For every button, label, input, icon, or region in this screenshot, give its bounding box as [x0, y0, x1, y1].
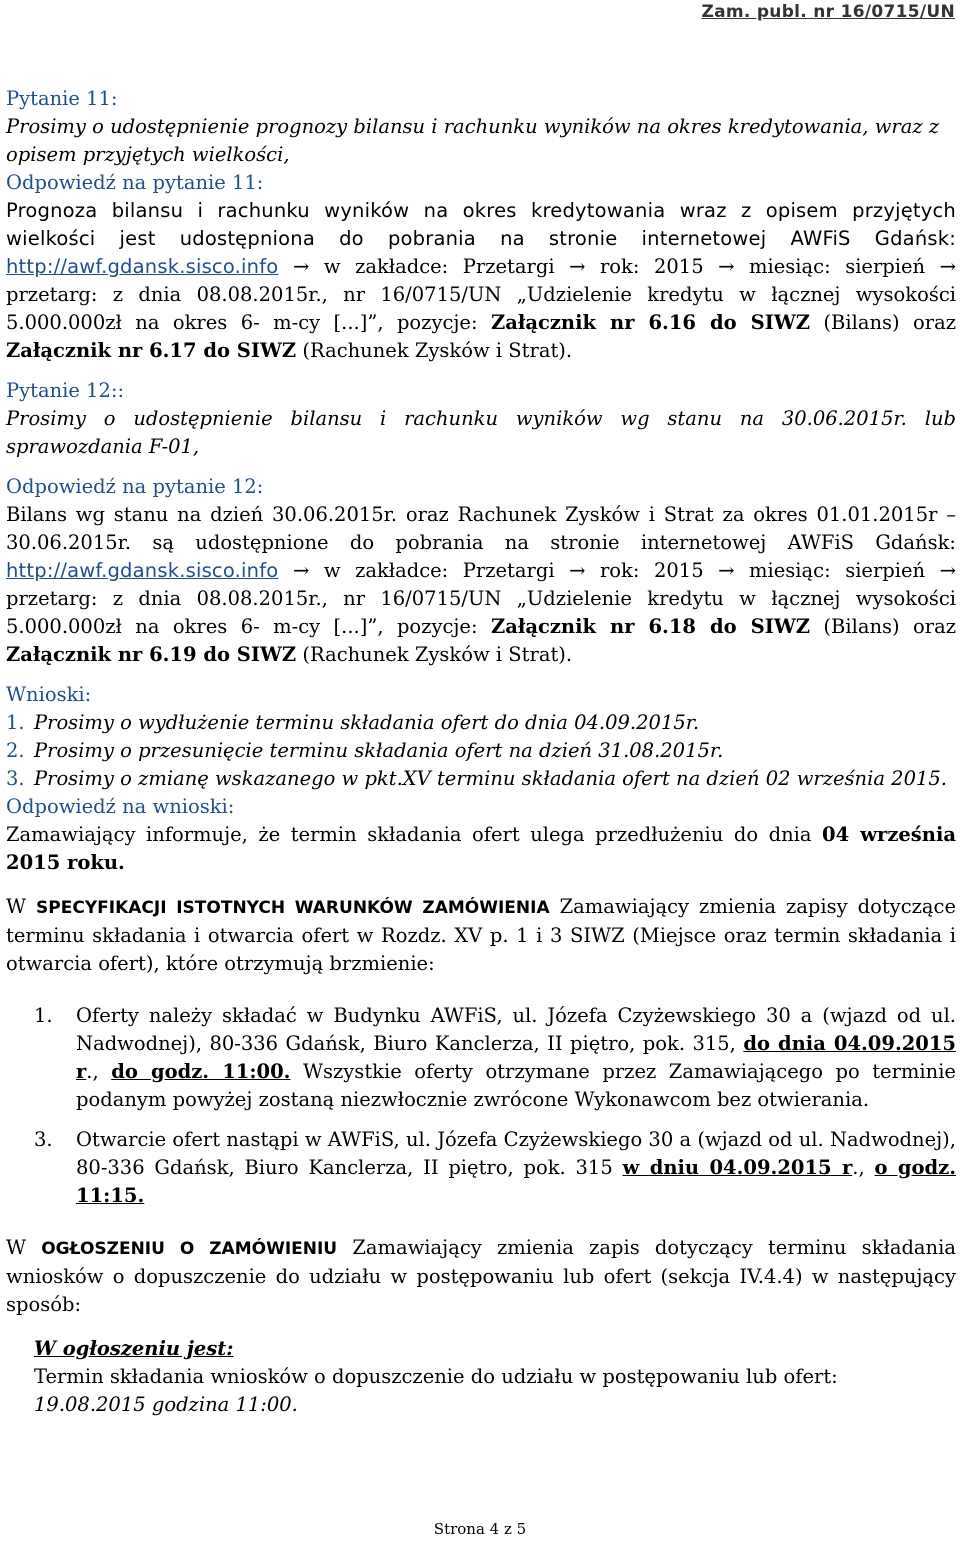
list-item: 3. Prosimy o zmianę wskazanego w pkt.XV terminu składania ofert na dzień 02 września 2015. [6, 767, 947, 790]
list-item: 3. Otwarcie ofert nastąpi w AWFiS, ul. Józefa Czyżewskiego 30 a (wjazd od ul. Nadwodnej), 80-336 Gdańsk, Biuro Kanclerza, II piętro, pok. 315 w dniu 04.09.2015 r., o godz. 11:15. [34, 1128, 957, 1207]
question-12-text: Prosimy o udostępnienie bilansu i rachunku wyników wg stanu na 30.06.2015r. lub sprawozdania F-01, [6, 407, 956, 458]
requests-answer-title: Odpowiedź na wnioski: [6, 795, 235, 818]
ogloszenie-current [6, 1335, 956, 1419]
document-body [6, 85, 956, 1419]
siwz-points-list [6, 1002, 956, 1210]
answer-12-title: Odpowiedź na pytanie 12: [6, 475, 264, 498]
list-item: 1. Oferty należy składać w Budynku AWFiS, ul. Józefa Czyżewskiego 30 a (wjazd od ul. Nadwodnej), 80-336 Gdańsk, Biuro Kanclerza, II piętro, pok. 315, do dnia 04.09.2015 r., do godz. 11:00. Wszystkie oferty otrzymane przez Zamawiającego po terminie podanym powyżej zostaną niezwłocznie zwrócone Wykonawcom bez otwierania. [34, 1004, 956, 1111]
answer-11-text: Prognoza bilansu i rachunku wyników na okres kredytowania wraz z opisem przyjętych wielkości jest udostępniona do pobrania na stronie internetowej AWFiS Gdańsk: http://awf.gdansk.sisco.info → w zakładce: Przetargi → rok: 2015 → miesiąc: sierpień → przetarg: z dnia 08.08.2015r., nr 16/0715/UN „Udzielenie kredytu w łącznej wysokości 5.000.000zł na okres 6- m-cy [...]”, pozycje: Załącznik nr 6.16 do SIWZ (Bilans) oraz Załącznik nr 6.17 do SIWZ (Rachunek Zysków i Strat). [6, 199, 956, 362]
requests-list [6, 709, 956, 793]
attachment-6-17: Załącznik nr 6.17 do SIWZ [6, 339, 297, 362]
ogloszenie-subtitle: W ogłoszeniu jest: [34, 1337, 234, 1360]
requests-answer-text: Zamawiający informuje, że termin składania ofert ulega przedłużeniu do dnia 04 września 2015 roku. [6, 823, 956, 874]
answer-12-text: Bilans wg stanu na dzień 30.06.2015r. oraz Rachunek Zysków i Strat za okres 01.01.2015r – 30.06.2015r. są udostępnione do pobrania na stronie internetowej AWFiS Gdańsk: http://awf.gdansk.sisco.info → w zakładce: Przetargi → rok: 2015 → miesiąc: sierpień → przetarg: z dnia 08.08.2015r., nr 16/0715/UN „Udzielenie kredytu w łącznej wysokości 5.000.000zł na okres 6- m-cy [...]”, pozycje: Załącznik nr 6.18 do SIWZ (Bilans) oraz Załącznik nr 6.19 do SIWZ (Rachunek Zysków i Strat). [6, 503, 956, 666]
question-11-text: Prosimy o udostępnienie prognozy bilansu i rachunku wyników na okres kredytowania, wraz z opisem przyjętych wielkości, [6, 115, 940, 166]
awf-link[interactable]: http://awf.gdansk.sisco.info [6, 255, 279, 278]
siwz-change-text: W SPECYFIKACJI ISTOTNYCH WARUNKÓW ZAMÓWIENIA Zamawiający zmienia zapisy dotyczące terminu składania i otwarcia ofert w Rozdz. XV p. 1 i 3 SIWZ (Miejsce oraz termin składania i otwarcia ofert), które otrzymują brzmienie: [6, 895, 956, 975]
document-reference: Zam. publ. nr 16/0715/UN [701, 2, 955, 22]
question-11-title: Pytanie 11: [6, 87, 118, 110]
attachment-6-18: Załącznik nr 6.18 do SIWZ [490, 615, 810, 638]
ogloszenie-subtext: Termin składania wniosków o dopuszczenie do udziału w postępowaniu lub ofert: [34, 1365, 838, 1388]
page-number: Strona 4 z 5 [433, 1520, 527, 1538]
ogloszenie-change-text: W OGŁOSZENIU O ZAMÓWIENIU Zamawiający zmienia zapis dotyczący terminu składania wniosków o dopuszczenie do udziału w postępowaniu lub ofert (sekcja IV.4.4) w następujący sposób: [6, 1236, 956, 1316]
answer-11-title: Odpowiedź na pytanie 11: [6, 171, 264, 194]
list-item: 2. Prosimy o przesunięcie terminu składania ofert na dzień 31.08.2015r. [6, 739, 724, 762]
ogloszenie-date: 19.08.2015 godzina 11:00. [34, 1393, 298, 1416]
question-12-title: Pytanie 12:: [6, 379, 125, 402]
attachment-6-19: Załącznik nr 6.19 do SIWZ [6, 643, 297, 666]
requests-title: Wnioski: [6, 683, 92, 706]
awf-link[interactable]: http://awf.gdansk.sisco.info [6, 559, 279, 582]
list-item: 1. Prosimy o wydłużenie terminu składania ofert do dnia 04.09.2015r. [6, 711, 700, 734]
attachment-6-16: Załącznik nr 6.16 do SIWZ [490, 311, 810, 334]
